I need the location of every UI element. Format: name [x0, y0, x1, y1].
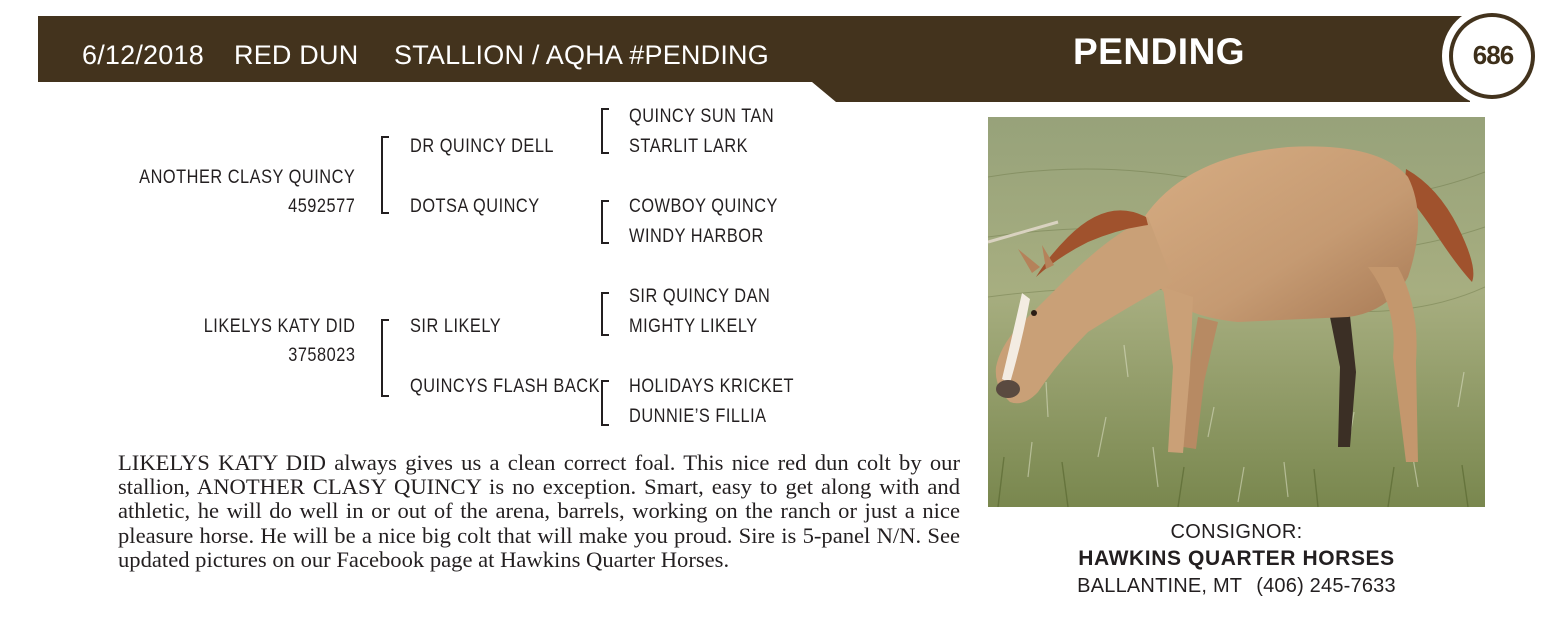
sire-sire-sire: QUINCY SUN TAN: [629, 106, 775, 127]
bracket-dam-sire: [601, 292, 609, 336]
sire-name: ANOTHER CLASY QUINCY: [138, 167, 355, 188]
horse-color: RED DUN: [234, 40, 359, 70]
horse-description: LIKELYS KATY DID always gives us a clean correct foal. This nice red dun colt by our stallion, ANOTHER CLASY QUINCY is no exception. Smart, easy to get along with and athletic, he will do well in or out of the arena, barrels, working on the ranch or just a nice pleasure horse. He will be a nice big colt that will make you proud. Sire is 5-panel N/N. See updated pictures on our Facebook page at Hawkins Quarter Horses.: [118, 450, 960, 572]
dam-dam-sire: HOLIDAYS KRICKET: [629, 376, 795, 397]
consignor-name: HAWKINS QUARTER HORSES: [1078, 547, 1395, 570]
sire-reg: 4592577: [287, 196, 355, 217]
pedigree-dam: [203, 316, 355, 367]
dam-sire-dam: MIGHTY LIKELY: [629, 316, 758, 337]
pedigree-sire: [139, 167, 355, 218]
sire-sire-dam: STARLIT LARK: [629, 136, 749, 157]
consignor-location: BALLANTINE, MT: [1077, 575, 1243, 597]
lot-number: 686: [1472, 40, 1514, 70]
horse-photo-illustration: [988, 117, 1485, 507]
consignor-label: CONSIGNOR:: [1170, 521, 1303, 543]
sire-dam-dam: WINDY HARBOR: [629, 226, 764, 247]
dam-reg: 3758023: [287, 345, 355, 366]
sire-sire: DR QUINCY DELL: [410, 136, 555, 157]
consignor-phone: (406) 245-7633: [1256, 575, 1396, 597]
dam-dam: QUINCYS FLASH BACK: [410, 376, 600, 397]
bracket-sire: [381, 136, 389, 214]
bracket-sire-dam: [601, 200, 609, 244]
sire-dam-sire: COWBOY QUINCY: [629, 196, 778, 217]
dam-sire-sire: SIR QUINCY DAN: [629, 286, 771, 307]
horse-name-status: PENDING: [1073, 31, 1246, 72]
consignor-contact: [988, 573, 1485, 599]
sire-dam: DOTSA QUINCY: [410, 196, 540, 217]
dam-dam-dam: DUNNIE’S FILLIA: [629, 406, 767, 427]
horse-photo: [988, 117, 1485, 507]
registration: STALLION / AQHA #PENDING: [394, 40, 769, 70]
consignor-block: [988, 519, 1485, 599]
dam-name: LIKELYS KATY DID: [203, 316, 355, 337]
dam-sire: SIR LIKELY: [410, 316, 502, 337]
bracket-dam-dam: [601, 380, 609, 426]
sale-date: 6/12/2018: [82, 40, 204, 70]
bracket-dam: [381, 319, 389, 397]
bracket-sire-sire: [601, 108, 609, 154]
